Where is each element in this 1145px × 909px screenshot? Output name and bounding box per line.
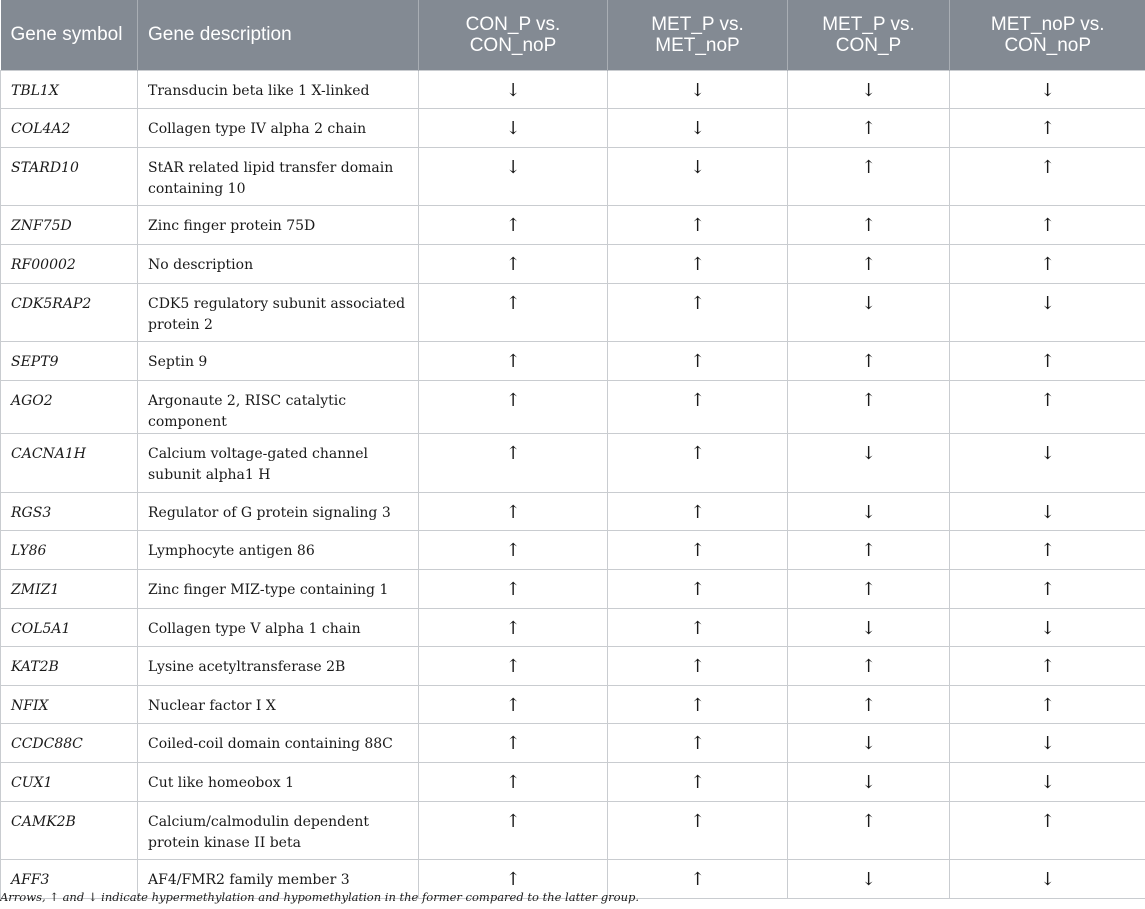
met-nop-vs-con-nop-cell: ↑ bbox=[950, 206, 1145, 245]
gene-description-cell: Argonaute 2, RISC catalytic component bbox=[138, 381, 419, 434]
gene-description-cell: Nuclear factor I X bbox=[138, 685, 419, 724]
con-p-vs-con-nop-cell: ↓ bbox=[419, 109, 608, 148]
gene-description-cell: Calcium voltage-gated channel subunit alpha1 H bbox=[138, 434, 419, 493]
table-row bbox=[1, 283, 1145, 342]
met-nop-vs-con-nop-cell: ↓ bbox=[950, 70, 1145, 109]
gene-symbol-cell: CAMK2B bbox=[1, 801, 138, 860]
header-met-p-vs-con-p: MET_P vs. CON_P bbox=[788, 0, 950, 70]
gene-symbol-cell: COL5A1 bbox=[1, 608, 138, 647]
gene-symbol-cell: AFF3 bbox=[1, 860, 138, 899]
gene-symbol-cell: RF00002 bbox=[1, 245, 138, 284]
gene-description-cell: Coiled-coil domain containing 88C bbox=[138, 724, 419, 763]
gene-description-cell: Collagen type V alpha 1 chain bbox=[138, 608, 419, 647]
met-p-vs-con-p-cell: ↑ bbox=[788, 801, 950, 860]
met-nop-vs-con-nop-cell: ↑ bbox=[950, 381, 1145, 434]
con-p-vs-con-nop-cell: ↑ bbox=[419, 647, 608, 686]
gene-symbol-cell: TBL1X bbox=[1, 70, 138, 109]
met-p-vs-met-nop-cell: ↑ bbox=[608, 685, 788, 724]
con-p-vs-con-nop-cell: ↑ bbox=[419, 342, 608, 381]
con-p-vs-con-nop-cell: ↑ bbox=[419, 570, 608, 609]
header-gene-description: Gene description bbox=[138, 0, 419, 70]
met-nop-vs-con-nop-cell: ↑ bbox=[950, 531, 1145, 570]
met-p-vs-met-nop-cell: ↑ bbox=[608, 434, 788, 493]
gene-symbol-cell: CACNA1H bbox=[1, 434, 138, 493]
header-con-p-vs-con-nop: CON_P vs. CON_noP bbox=[419, 0, 608, 70]
gene-symbol-cell: CUX1 bbox=[1, 763, 138, 802]
met-p-vs-met-nop-cell: ↑ bbox=[608, 608, 788, 647]
met-nop-vs-con-nop-cell: ↑ bbox=[950, 570, 1145, 609]
header-gene-symbol: Gene symbol bbox=[1, 0, 138, 70]
met-p-vs-met-nop-cell: ↑ bbox=[608, 342, 788, 381]
gene-description-cell: Zinc finger MIZ-type containing 1 bbox=[138, 570, 419, 609]
gene-symbol-cell: NFIX bbox=[1, 685, 138, 724]
met-p-vs-con-p-cell: ↓ bbox=[788, 608, 950, 647]
met-nop-vs-con-nop-cell: ↑ bbox=[950, 245, 1145, 284]
met-p-vs-con-p-cell: ↓ bbox=[788, 860, 950, 899]
met-p-vs-met-nop-cell: ↑ bbox=[608, 860, 788, 899]
met-p-vs-con-p-cell: ↑ bbox=[788, 381, 950, 434]
con-p-vs-con-nop-cell: ↑ bbox=[419, 763, 608, 802]
gene-description-cell: Cut like homeobox 1 bbox=[138, 763, 419, 802]
table-row bbox=[1, 647, 1145, 686]
met-p-vs-con-p-cell: ↓ bbox=[788, 763, 950, 802]
gene-symbol-cell: LY86 bbox=[1, 531, 138, 570]
gene-description-cell: AF4/FMR2 family member 3 bbox=[138, 860, 419, 899]
table-row bbox=[1, 685, 1145, 724]
met-p-vs-con-p-cell: ↓ bbox=[788, 434, 950, 493]
con-p-vs-con-nop-cell: ↓ bbox=[419, 147, 608, 206]
met-nop-vs-con-nop-cell: ↓ bbox=[950, 434, 1145, 493]
gene-symbol-cell: CDK5RAP2 bbox=[1, 283, 138, 342]
met-p-vs-met-nop-cell: ↓ bbox=[608, 147, 788, 206]
gene-description-cell: Lymphocyte antigen 86 bbox=[138, 531, 419, 570]
met-nop-vs-con-nop-cell: ↓ bbox=[950, 283, 1145, 342]
met-p-vs-met-nop-cell: ↑ bbox=[608, 492, 788, 531]
met-nop-vs-con-nop-cell: ↓ bbox=[950, 763, 1145, 802]
table-footnote: Arrows, ↑ and ↓ indicate hypermethylation and hypomethylation in the former compared to the latter group. bbox=[0, 890, 639, 904]
table-row bbox=[1, 381, 1145, 434]
table-row bbox=[1, 801, 1145, 860]
met-p-vs-met-nop-cell: ↑ bbox=[608, 283, 788, 342]
met-p-vs-con-p-cell: ↑ bbox=[788, 570, 950, 609]
gene-symbol-cell: SEPT9 bbox=[1, 342, 138, 381]
con-p-vs-con-nop-cell: ↑ bbox=[419, 283, 608, 342]
met-p-vs-met-nop-cell: ↑ bbox=[608, 206, 788, 245]
met-p-vs-con-p-cell: ↓ bbox=[788, 70, 950, 109]
gene-description-cell: Transducin beta like 1 X-linked bbox=[138, 70, 419, 109]
table-row bbox=[1, 763, 1145, 802]
table-row bbox=[1, 531, 1145, 570]
gene-description-cell: No description bbox=[138, 245, 419, 284]
con-p-vs-con-nop-cell: ↑ bbox=[419, 531, 608, 570]
table-row bbox=[1, 724, 1145, 763]
met-p-vs-con-p-cell: ↑ bbox=[788, 206, 950, 245]
table-row bbox=[1, 492, 1145, 531]
gene-description-cell: Septin 9 bbox=[138, 342, 419, 381]
gene-description-cell: StAR related lipid transfer domain containing 10 bbox=[138, 147, 419, 206]
met-nop-vs-con-nop-cell: ↑ bbox=[950, 685, 1145, 724]
table-row bbox=[1, 70, 1145, 109]
header-met-p-vs-met-nop: MET_P vs. MET_noP bbox=[608, 0, 788, 70]
con-p-vs-con-nop-cell: ↑ bbox=[419, 492, 608, 531]
con-p-vs-con-nop-cell: ↓ bbox=[419, 70, 608, 109]
gene-symbol-cell: STARD10 bbox=[1, 147, 138, 206]
con-p-vs-con-nop-cell: ↑ bbox=[419, 608, 608, 647]
met-nop-vs-con-nop-cell: ↑ bbox=[950, 109, 1145, 148]
con-p-vs-con-nop-cell: ↑ bbox=[419, 381, 608, 434]
con-p-vs-con-nop-cell: ↑ bbox=[419, 206, 608, 245]
met-p-vs-con-p-cell: ↑ bbox=[788, 342, 950, 381]
met-p-vs-con-p-cell: ↑ bbox=[788, 647, 950, 686]
gene-symbol-cell: AGO2 bbox=[1, 381, 138, 434]
gene-symbol-cell: ZNF75D bbox=[1, 206, 138, 245]
table-row bbox=[1, 570, 1145, 609]
met-p-vs-met-nop-cell: ↑ bbox=[608, 763, 788, 802]
table-row bbox=[1, 245, 1145, 284]
gene-description-cell: Lysine acetyltransferase 2B bbox=[138, 647, 419, 686]
gene-description-cell: Regulator of G protein signaling 3 bbox=[138, 492, 419, 531]
met-p-vs-con-p-cell: ↑ bbox=[788, 147, 950, 206]
met-nop-vs-con-nop-cell: ↓ bbox=[950, 492, 1145, 531]
gene-symbol-cell: COL4A2 bbox=[1, 109, 138, 148]
table-row bbox=[1, 147, 1145, 206]
con-p-vs-con-nop-cell: ↑ bbox=[419, 685, 608, 724]
gene-description-cell: Zinc finger protein 75D bbox=[138, 206, 419, 245]
met-nop-vs-con-nop-cell: ↑ bbox=[950, 801, 1145, 860]
met-p-vs-con-p-cell: ↑ bbox=[788, 245, 950, 284]
gene-symbol-cell: ZMIZ1 bbox=[1, 570, 138, 609]
met-nop-vs-con-nop-cell: ↑ bbox=[950, 147, 1145, 206]
table-body bbox=[1, 70, 1145, 899]
table-row bbox=[1, 206, 1145, 245]
met-p-vs-met-nop-cell: ↑ bbox=[608, 801, 788, 860]
met-p-vs-met-nop-cell: ↑ bbox=[608, 647, 788, 686]
met-nop-vs-con-nop-cell: ↓ bbox=[950, 608, 1145, 647]
met-p-vs-met-nop-cell: ↑ bbox=[608, 245, 788, 284]
con-p-vs-con-nop-cell: ↑ bbox=[419, 434, 608, 493]
met-nop-vs-con-nop-cell: ↑ bbox=[950, 647, 1145, 686]
met-p-vs-met-nop-cell: ↑ bbox=[608, 724, 788, 763]
con-p-vs-con-nop-cell: ↑ bbox=[419, 801, 608, 860]
met-p-vs-met-nop-cell: ↑ bbox=[608, 381, 788, 434]
met-p-vs-met-nop-cell: ↓ bbox=[608, 109, 788, 148]
met-p-vs-con-p-cell: ↑ bbox=[788, 109, 950, 148]
gene-symbol-cell: KAT2B bbox=[1, 647, 138, 686]
table-row bbox=[1, 342, 1145, 381]
table-row bbox=[1, 109, 1145, 148]
header-met-nop-vs-con-nop: MET_noP vs. CON_noP bbox=[950, 0, 1145, 70]
gene-description-cell: Collagen type IV alpha 2 chain bbox=[138, 109, 419, 148]
con-p-vs-con-nop-cell: ↑ bbox=[419, 245, 608, 284]
met-nop-vs-con-nop-cell: ↓ bbox=[950, 860, 1145, 899]
gene-symbol-cell: CCDC88C bbox=[1, 724, 138, 763]
met-p-vs-con-p-cell: ↓ bbox=[788, 492, 950, 531]
table-row bbox=[1, 434, 1145, 493]
met-nop-vs-con-nop-cell: ↓ bbox=[950, 724, 1145, 763]
gene-description-cell: CDK5 regulatory subunit associated protein 2 bbox=[138, 283, 419, 342]
met-nop-vs-con-nop-cell: ↑ bbox=[950, 342, 1145, 381]
met-p-vs-met-nop-cell: ↑ bbox=[608, 570, 788, 609]
gene-description-cell: Calcium/calmodulin dependent protein kinase II beta bbox=[138, 801, 419, 860]
table-row bbox=[1, 608, 1145, 647]
met-p-vs-met-nop-cell: ↑ bbox=[608, 531, 788, 570]
gene-symbol-cell: RGS3 bbox=[1, 492, 138, 531]
met-p-vs-con-p-cell: ↓ bbox=[788, 724, 950, 763]
con-p-vs-con-nop-cell: ↑ bbox=[419, 860, 608, 899]
met-p-vs-con-p-cell: ↓ bbox=[788, 283, 950, 342]
met-p-vs-con-p-cell: ↑ bbox=[788, 685, 950, 724]
table-header bbox=[1, 0, 1145, 70]
met-p-vs-met-nop-cell: ↓ bbox=[608, 70, 788, 109]
con-p-vs-con-nop-cell: ↑ bbox=[419, 724, 608, 763]
met-p-vs-con-p-cell: ↑ bbox=[788, 531, 950, 570]
